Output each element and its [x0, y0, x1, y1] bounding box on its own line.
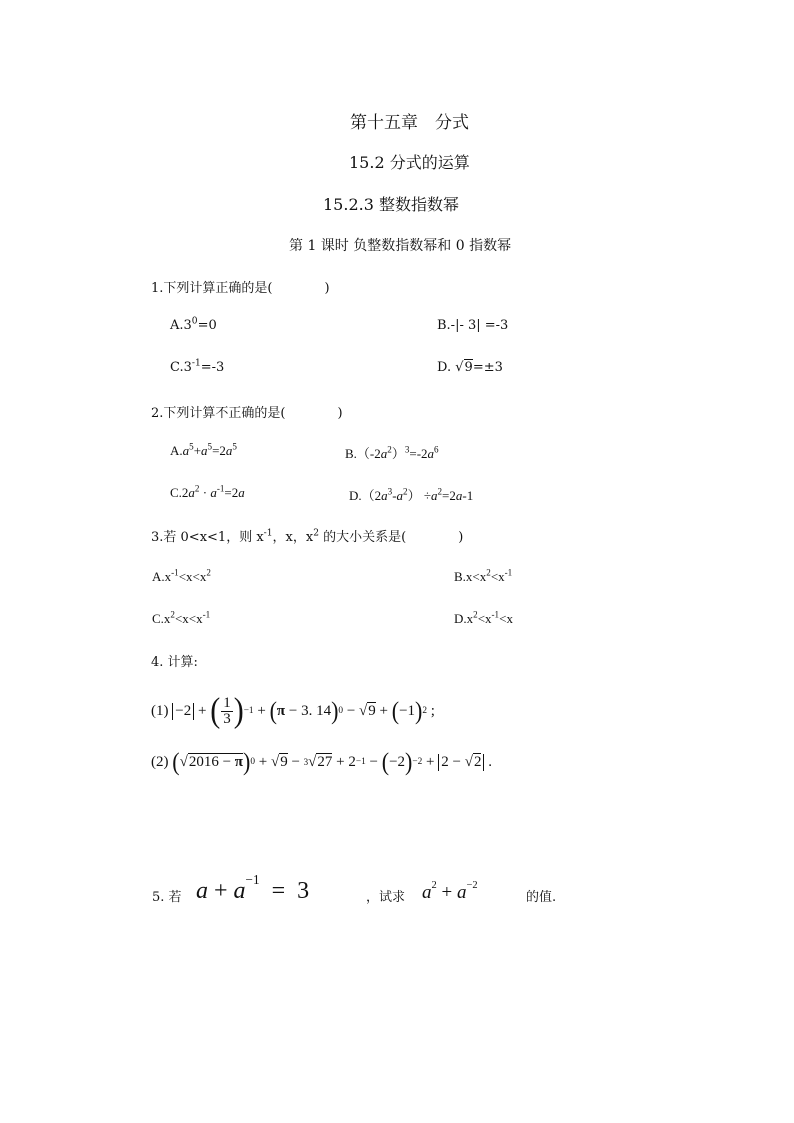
- q1-option-b: B.-|- 3| =-3: [437, 318, 509, 333]
- q2-option-b: $B.(-2a^2)^3=-2a^6$: [345, 444, 439, 461]
- q3-option-a: $A.x^{-1}<x<x^2$: [152, 567, 211, 584]
- sqrt-symbol: √: [455, 360, 464, 375]
- q2-option-d: $D.(2a^3-a^2) \div a^2=2a-1$: [349, 486, 474, 503]
- q1-option-a: $A.3^0=0$: [170, 316, 217, 333]
- q1-stem: 1.下列计算正确的是( ): [151, 281, 330, 296]
- chapter-title: 第十五章 分式: [350, 113, 469, 133]
- q4-stem: 4. 计算:: [151, 655, 198, 670]
- q3-stem: 3.若 0<x<1，则 $x^{-1}$，x，$x^2$ 的大小关系是( ): [151, 528, 464, 545]
- q2-option-a: $A.a^5+a^5=2a^5$: [170, 441, 237, 458]
- q1-option-c: $C.3^{-1}=-3$: [170, 358, 225, 375]
- q5-target-expression: $a^2 + a^{-2}$: [422, 880, 478, 903]
- q5-middle: ，试求: [366, 890, 406, 905]
- q5-prefix: 5. 若: [152, 890, 182, 905]
- section-title: 15.2 分式的运算: [349, 153, 470, 172]
- q2-option-c: $C.2a^2 \cdot a^{-1}=2a$: [170, 483, 245, 500]
- subsection-title: 15.2.3 整数指数幂: [323, 195, 459, 214]
- q2-stem: 2.下列计算不正确的是( ): [151, 406, 343, 421]
- q4-part-1: (1) −2 + ( $\frac{1}{3}$ ) −1 + ( π − 3. 14 ) 0 − √ 9 + ( −1 ) 2 ;: [151, 691, 435, 730]
- q3-option-b: $B.x<x^2<x^{-1}$: [454, 567, 513, 584]
- lesson-title: 第 1 课时 负整数指数幂和 0 指数幂: [289, 238, 512, 254]
- q1-option-d: D. √9=±3: [437, 360, 503, 375]
- q5-given-expression: $a + a^{-1} = 3$: [196, 872, 310, 904]
- q4-part-2: (2) ( √ 2016 − π ) 0 + √ 9 − 3 √ 27 + 2 −1 − ( −2 ) −2 + 2 − √2 .: [151, 747, 492, 776]
- q3-option-c: $C.x^2<x<x^{-1}$: [152, 609, 211, 626]
- q5-suffix: 的值.: [526, 890, 557, 905]
- q3-option-d: $D.x^2<x^{-1}<x$: [454, 609, 513, 626]
